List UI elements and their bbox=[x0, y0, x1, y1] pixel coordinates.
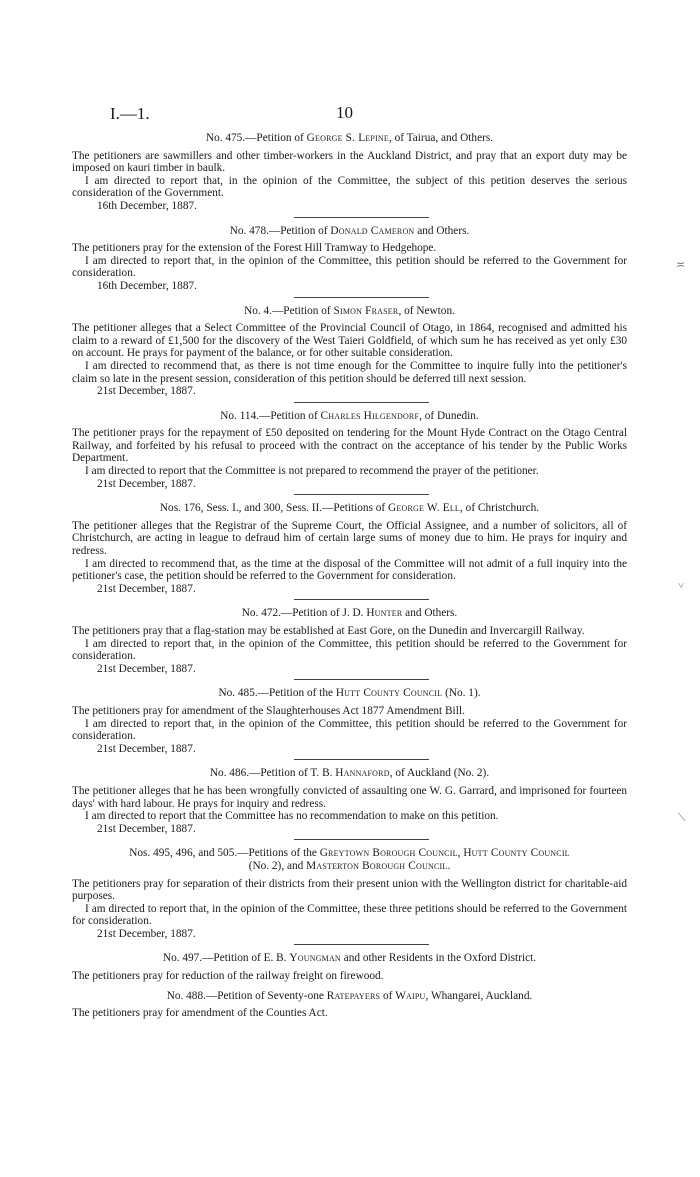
petitioner-name: Masterton Borough Council bbox=[306, 859, 448, 872]
petitioner-name: Waipu bbox=[395, 989, 426, 1002]
petitioner-name: Greytown Borough Council bbox=[319, 847, 458, 860]
committee-report: I am directed to report that, in the opinion of the Committee, this petition should be referred to the Government for consideration. bbox=[72, 254, 627, 280]
petitioner-name: Hunter bbox=[366, 607, 403, 620]
petition-heading: No. 475.—Petition of George S. Lepine, of Tairua, and Others. bbox=[205, 132, 494, 144]
report-date: 21st December, 1887. bbox=[97, 742, 196, 755]
section-divider bbox=[294, 944, 429, 945]
petitioner-name: Charles Hilgendorf bbox=[320, 409, 420, 422]
report-date: 21st December, 1887. bbox=[97, 582, 196, 595]
section-divider bbox=[294, 599, 429, 600]
petitioner-name: Hutt County Council bbox=[463, 847, 570, 860]
petition-section bbox=[72, 502, 627, 595]
committee-report: I am directed to report that, in the opinion of the Committee, the subject of this petition deserves the serious consideration of the Government. bbox=[72, 174, 627, 200]
section-divider bbox=[294, 402, 429, 403]
petition-heading: No. 478.—Petition of Donald Cameron and Others. bbox=[229, 224, 470, 237]
petition-heading: No. 485.—Petition of the Hutt County Council (No. 1). bbox=[218, 687, 481, 700]
petition-section bbox=[72, 607, 627, 675]
petitioner-name: Youngman bbox=[289, 952, 341, 965]
petition-section bbox=[72, 687, 627, 755]
margin-mark-icon: ⟍ bbox=[678, 812, 686, 824]
petition-prayer: The petitioner alleges that a Select Committee of the Provincial Council of Otago, in 1864, recognised and admitted his claim to a reward of £1,500 for the discovery of the West Taieri Goldfield, of which sum he has received as yet only £30 on account. He prays for payment of the balance, or for other suitable consideration. bbox=[72, 322, 627, 360]
page-number: 10 bbox=[336, 103, 353, 122]
petition-prayer: The petitioners pray for the extension of the Forest Hill Tramway to Hedgehope. bbox=[72, 242, 437, 255]
petition-prayer: The petitioners pray for amendment of the Slaughterhouses Act 1877 Amendment Bill. bbox=[72, 704, 465, 717]
report-date: 21st December, 1887. bbox=[97, 662, 196, 675]
section-divider bbox=[294, 839, 429, 840]
petition-heading: No. 114.—Petition of Charles Hilgendorf, of Dunedin. bbox=[220, 409, 479, 422]
petitioner-name: George W. Ell bbox=[388, 502, 461, 515]
petition-prayer: The petitioners pray that a flag-station may be established at East Gore, on the Dunedin and Invercargill Railway. bbox=[72, 625, 585, 637]
page-reference: I.—1. bbox=[110, 104, 150, 123]
petition-section bbox=[72, 767, 627, 835]
petitioner-name: Simon Fraser bbox=[333, 304, 399, 317]
section-divider bbox=[294, 759, 429, 760]
section-divider bbox=[294, 679, 429, 680]
report-date: 16th December, 1887. bbox=[97, 279, 197, 292]
petition-section bbox=[72, 990, 627, 1020]
petition-heading: Nos. 495, 496, and 505.—Petitions of the Greytown Borough Council, Hutt County Council (No. 2), and Masterton Borough Council. bbox=[129, 847, 570, 872]
petition-section bbox=[72, 305, 627, 398]
margin-mark-icon: ≍ bbox=[676, 259, 686, 271]
petition-section bbox=[72, 847, 627, 940]
petitions-list bbox=[72, 132, 627, 1020]
petition-heading: Nos. 176, Sess. I., and 300, Sess. II.—Petitions of George W. Ell, of Christchurch. bbox=[159, 502, 540, 515]
section-gap bbox=[72, 983, 627, 990]
committee-report: I am directed to report that, in the opinion of the Committee, these three petitions should be referred to the Government for consideration. bbox=[72, 902, 627, 928]
petition-prayer: The petitioner alleges that he has been wrongfully convicted of assaulting one W. G. Garrard, and imprisoned for fourteen days' with hard labour. He prays for inquiry and redress. bbox=[72, 784, 627, 810]
petitioner-name: Donald Cameron bbox=[330, 224, 415, 237]
section-divider bbox=[294, 494, 429, 495]
petition-section bbox=[72, 225, 627, 293]
committee-report: I am directed to report that, in the opinion of the Committee, this petition should be referred to the Government for consideration. bbox=[72, 717, 627, 743]
petition-prayer: The petitioners pray for amendment of the Counties Act. bbox=[72, 1007, 328, 1020]
petition-section bbox=[72, 132, 627, 213]
committee-report: I am directed to recommend that, as the time at the disposal of the Committee will not admit of a full inquiry into the petitioner's case, the petition should be referred to the Government for consideration. bbox=[72, 557, 627, 583]
committee-report: I am directed to report that the Committee has no recommendation to make on this petition. bbox=[85, 810, 499, 823]
petition-prayer: The petitioner prays for the repayment of £50 deposited on tendering for the Mount Hyde Contract on the Otago Central Railway, and forfeited by his refusal to proceed with the contract on the acceptance of his tender by the Public Works Department. bbox=[72, 427, 627, 465]
report-date: 21st December, 1887. bbox=[97, 927, 196, 940]
petition-heading: No. 472.—Petition of J. D. Hunter and Others. bbox=[241, 607, 458, 620]
report-date: 21st December, 1887. bbox=[97, 822, 196, 835]
section-divider bbox=[294, 217, 429, 218]
petitioner-name: George S. Lepine bbox=[306, 132, 389, 144]
petitioner-name: Ratepayers bbox=[326, 989, 381, 1002]
committee-report: I am directed to recommend that, as there is not time enough for the Committee to inquire fully into the petitioner's claim so late in the present session, consideration of this petition should be deferred till next session. bbox=[72, 359, 627, 385]
petition-section bbox=[72, 410, 627, 491]
petition-prayer: The petitioners pray for separation of their districts from their present union with the Wellington district for charitable-aid purposes. bbox=[72, 877, 627, 903]
petitioner-name: Hutt County Council bbox=[335, 687, 443, 700]
petition-heading: No. 4.—Petition of Simon Fraser, of Newton. bbox=[244, 304, 455, 317]
committee-report: I am directed to report that, in the opinion of the Committee, this petition should be referred to the Government for consideration. bbox=[72, 637, 627, 663]
petition-prayer: The petitioners are sawmillers and other timber-workers in the Auckland District, and pray that an export duty may be imposed on kauri timber in baulk. bbox=[72, 149, 627, 175]
petition-heading: No. 497.—Petition of E. B. Youngman and other Residents in the Oxford District. bbox=[162, 952, 537, 965]
petition-prayer: The petitioners pray for reduction of the railway freight on firewood. bbox=[72, 970, 384, 983]
report-date: 21st December, 1887. bbox=[97, 385, 196, 398]
petition-heading: No. 486.—Petition of T. B. Hannaford, of Auckland (No. 2). bbox=[209, 767, 490, 780]
committee-report: I am directed to report that the Committee is not prepared to recommend the prayer of the petitioner. bbox=[85, 465, 539, 478]
section-divider bbox=[294, 297, 429, 298]
petition-section bbox=[72, 952, 627, 982]
report-date: 16th December, 1887. bbox=[97, 199, 197, 212]
petition-prayer: The petitioner alleges that the Registrar of the Supreme Court, the Official Assignee, and a number of solicitors, all of Christchurch, are acting in league to defraud him of certain large sums of money due to him. He prays for inquiry and redress. bbox=[72, 519, 627, 558]
margin-mark-icon: ˅ bbox=[678, 580, 685, 592]
petition-heading: No. 488.—Petition of Seventy-one Ratepayers of Waipu, Whangarei, Auckland. bbox=[166, 989, 533, 1002]
petitioner-name: Hannaford bbox=[335, 767, 390, 780]
report-date: 21st December, 1887. bbox=[97, 477, 196, 490]
